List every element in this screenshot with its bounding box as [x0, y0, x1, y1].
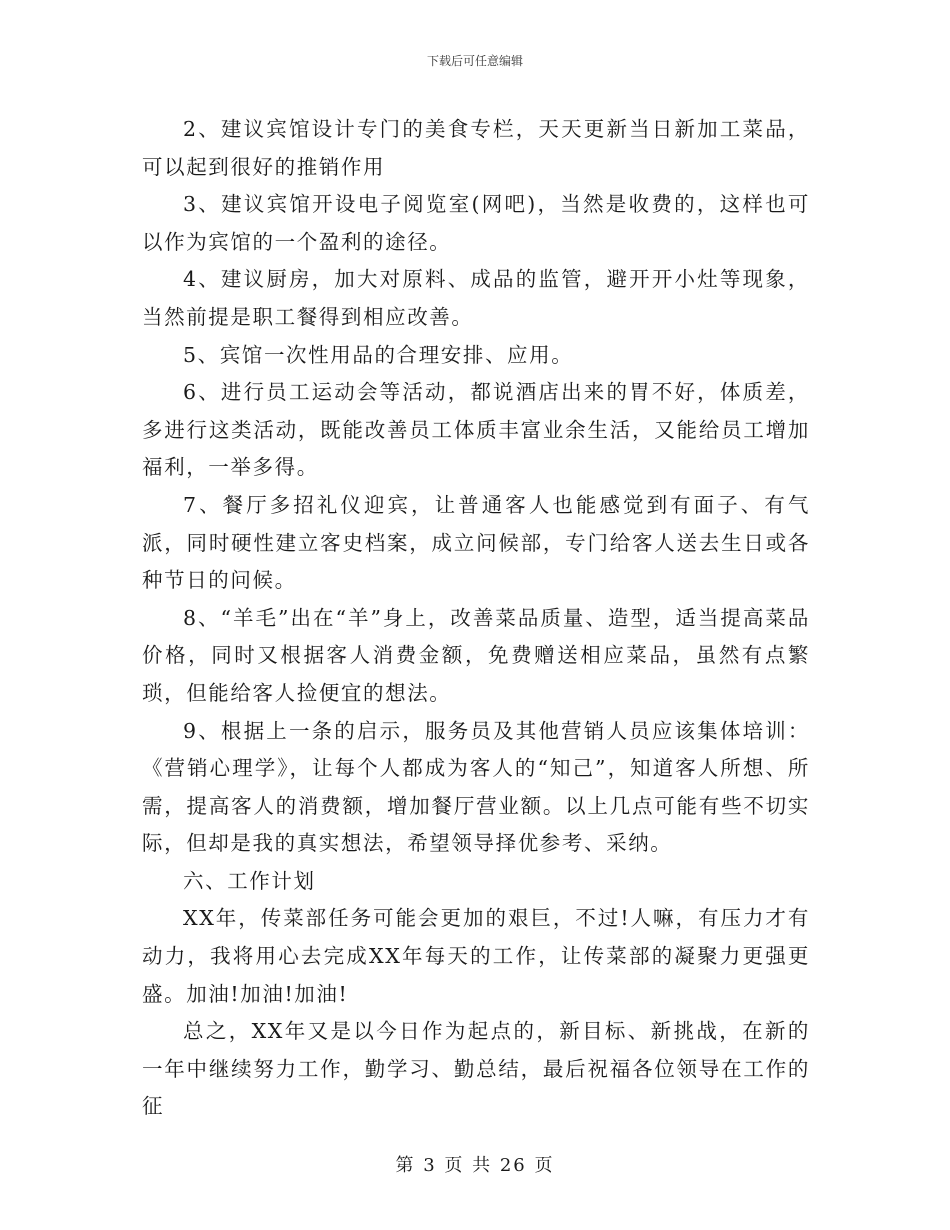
paragraph-suggestion-9: 9、根据上一条的启示，服务员及其他营销人员应该集体培训：《营销心理学》，让每个人都成为客人的“知己”，知道客人所想、所需，提高客人的消费额，增加餐厅营业额。以上几点可能有些不切实际，但却是我的真实想法，希望领导择优参考、采纳。	[142, 718, 810, 856]
paragraph-suggestion-3: 3、建议宾馆开设电子阅览室(网吧)，当然是收费的，这样也可以作为宾馆的一个盈利的途径。	[142, 192, 810, 254]
paragraph-suggestion-2: 2、建议宾馆设计专门的美食专栏，天天更新当日新加工菜品，可以起到很好的推销作用	[142, 117, 810, 179]
paragraph-suggestion-8: 8、“羊毛”出在“羊”身上，改善菜品质量、造型，适当提高菜品价格，同时又根据客人消费金额，免费赠送相应菜品，虽然有点繁琐，但能给客人捡便宜的想法。	[142, 605, 810, 705]
paragraph-suggestion-7: 7、餐厅多招礼仪迎宾，让普通客人也能感觉到有面子、有气派，同时硬性建立客史档案，成立问候部，专门给客人送去生日或各种节日的问候。	[142, 492, 810, 593]
section-heading-work-plan: 六、工作计划	[183, 868, 316, 893]
paragraph-suggestion-5: 5、宾馆一次性用品的合理安排、应用。	[183, 342, 574, 367]
page-footer: 第 3 页 共 26 页	[395, 1155, 555, 1176]
paragraph-work-plan: XX年，传菜部任务可能会更加的艰巨，不过!人嘛，有压力才有动力，我将用心去完成XX年每天的工作，让传菜部的凝聚力更强更盛。加油!加油!加油!	[142, 906, 810, 1006]
paragraph-suggestion-6: 6、进行员工运动会等活动，都说酒店出来的胃不好，体质差，多进行这类活动，既能改善员工体质丰富业余生活，又能给员工增加福利，一举多得。	[142, 380, 810, 480]
page-header: 下载后可任意编辑	[426, 54, 523, 68]
paragraph-conclusion: 总之，XX年又是以今日作为起点的，新目标、新挑战，在新的一年中继续努力工作，勤学习、勤总结，最后祝福各位领导在工作的征	[142, 1019, 810, 1119]
paragraph-suggestion-4: 4、建议厨房，加大对原料、成品的监管，避开开小灶等现象，当然前提是职工餐得到相应改善。	[142, 267, 810, 329]
document-body	[142, 111, 810, 1126]
